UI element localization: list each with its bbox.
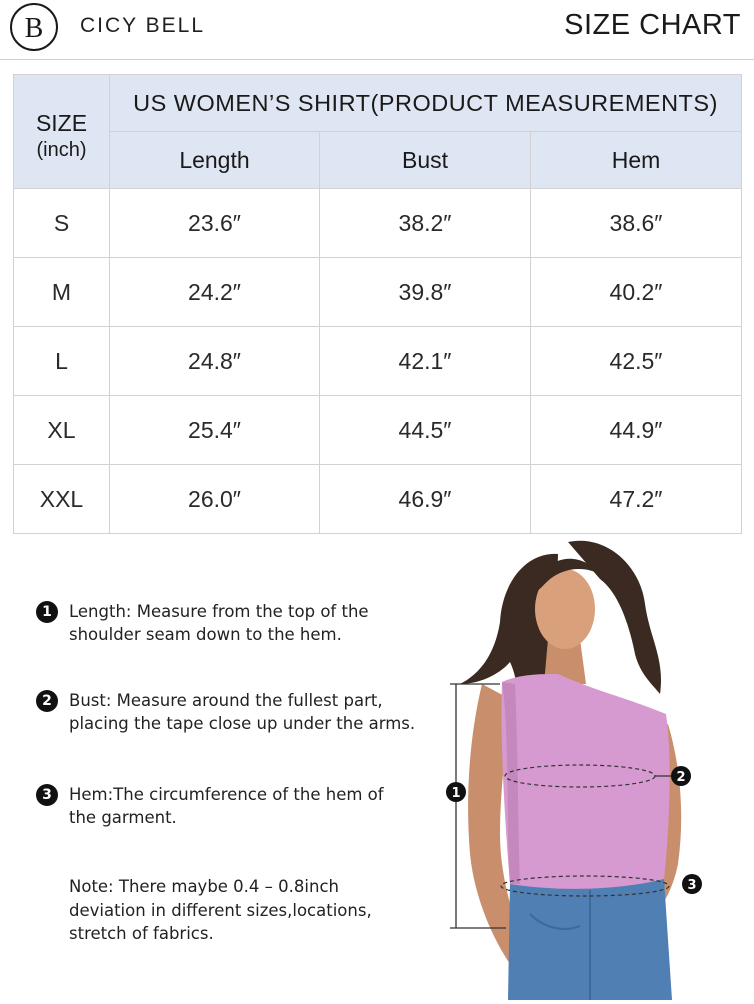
table-row [14, 327, 742, 396]
instruction-text [69, 783, 459, 829]
instruction-line: the garment. [69, 808, 177, 827]
size-header [14, 75, 110, 189]
note-line: Note: There maybe 0.4 – 0.8inch [69, 877, 339, 896]
table-row [14, 189, 742, 258]
header [0, 0, 754, 58]
length-cell: 25.4″ [110, 396, 320, 465]
brand-logo-icon [9, 1, 59, 53]
instruction-text [69, 600, 459, 646]
length-cell: 26.0″ [110, 465, 320, 534]
length-cell: 24.8″ [110, 327, 320, 396]
size-cell: XL [14, 396, 110, 465]
model-illustration [440, 534, 754, 1000]
note-line: stretch of fabrics. [69, 924, 214, 943]
bust-cell: 46.9″ [320, 465, 531, 534]
size-cell: S [14, 189, 110, 258]
size-header-unit: (inch) [36, 138, 87, 161]
number-badge-icon: 2 [36, 690, 58, 712]
table-row [14, 396, 742, 465]
hem-marker-label: 3 [687, 878, 697, 893]
size-header-label: SIZE [35, 109, 88, 136]
hem-cell: 44.9″ [531, 396, 742, 465]
size-cell: XXL [14, 465, 110, 534]
bust-cell: 39.8″ [320, 258, 531, 327]
bust-marker-label: 2 [676, 770, 686, 785]
length-marker-label: 1 [451, 786, 461, 801]
number-badge-icon: 1 [36, 601, 58, 623]
number-badge-icon: 3 [36, 784, 58, 806]
hem-cell: 47.2″ [531, 465, 742, 534]
instruction-line: shoulder seam down to the hem. [69, 625, 342, 644]
size-cell: L [14, 327, 110, 396]
table-row [14, 258, 742, 327]
header-divider [0, 59, 754, 60]
note-line: deviation in different sizes,locations, [69, 900, 372, 920]
table-row [14, 465, 742, 534]
logo-letter: B [24, 13, 44, 44]
length-cell: 23.6″ [110, 189, 320, 258]
instruction-line: Bust: Measure around the fullest part, [69, 691, 383, 710]
hem-cell: 40.2″ [531, 258, 742, 327]
instruction-line: Hem:The circumference of the hem of [69, 785, 384, 804]
instruction-text [69, 689, 459, 735]
bust-cell: 44.5″ [320, 396, 531, 465]
group-header: US WOMEN’S SHIRT(PRODUCT MEASUREMENTS) [110, 75, 742, 132]
deviation-note [69, 875, 429, 946]
hem-cell: 38.6″ [531, 189, 742, 258]
column-header-length: Length [110, 132, 320, 189]
size-chart-table [13, 74, 742, 534]
shirt-shape [502, 674, 670, 889]
instruction-line: Length: Measure from the top of the [69, 602, 369, 621]
page-title: SIZE CHART [564, 9, 741, 41]
brand-name: CICY BELL [80, 14, 205, 37]
instruction-line: placing the tape close up under the arms. [69, 714, 416, 733]
column-header-bust: Bust [320, 132, 531, 189]
bust-cell: 42.1″ [320, 327, 531, 396]
bust-cell: 38.2″ [320, 189, 531, 258]
length-cell: 24.2″ [110, 258, 320, 327]
hem-cell: 42.5″ [531, 327, 742, 396]
size-cell: M [14, 258, 110, 327]
column-header-hem: Hem [531, 132, 742, 189]
